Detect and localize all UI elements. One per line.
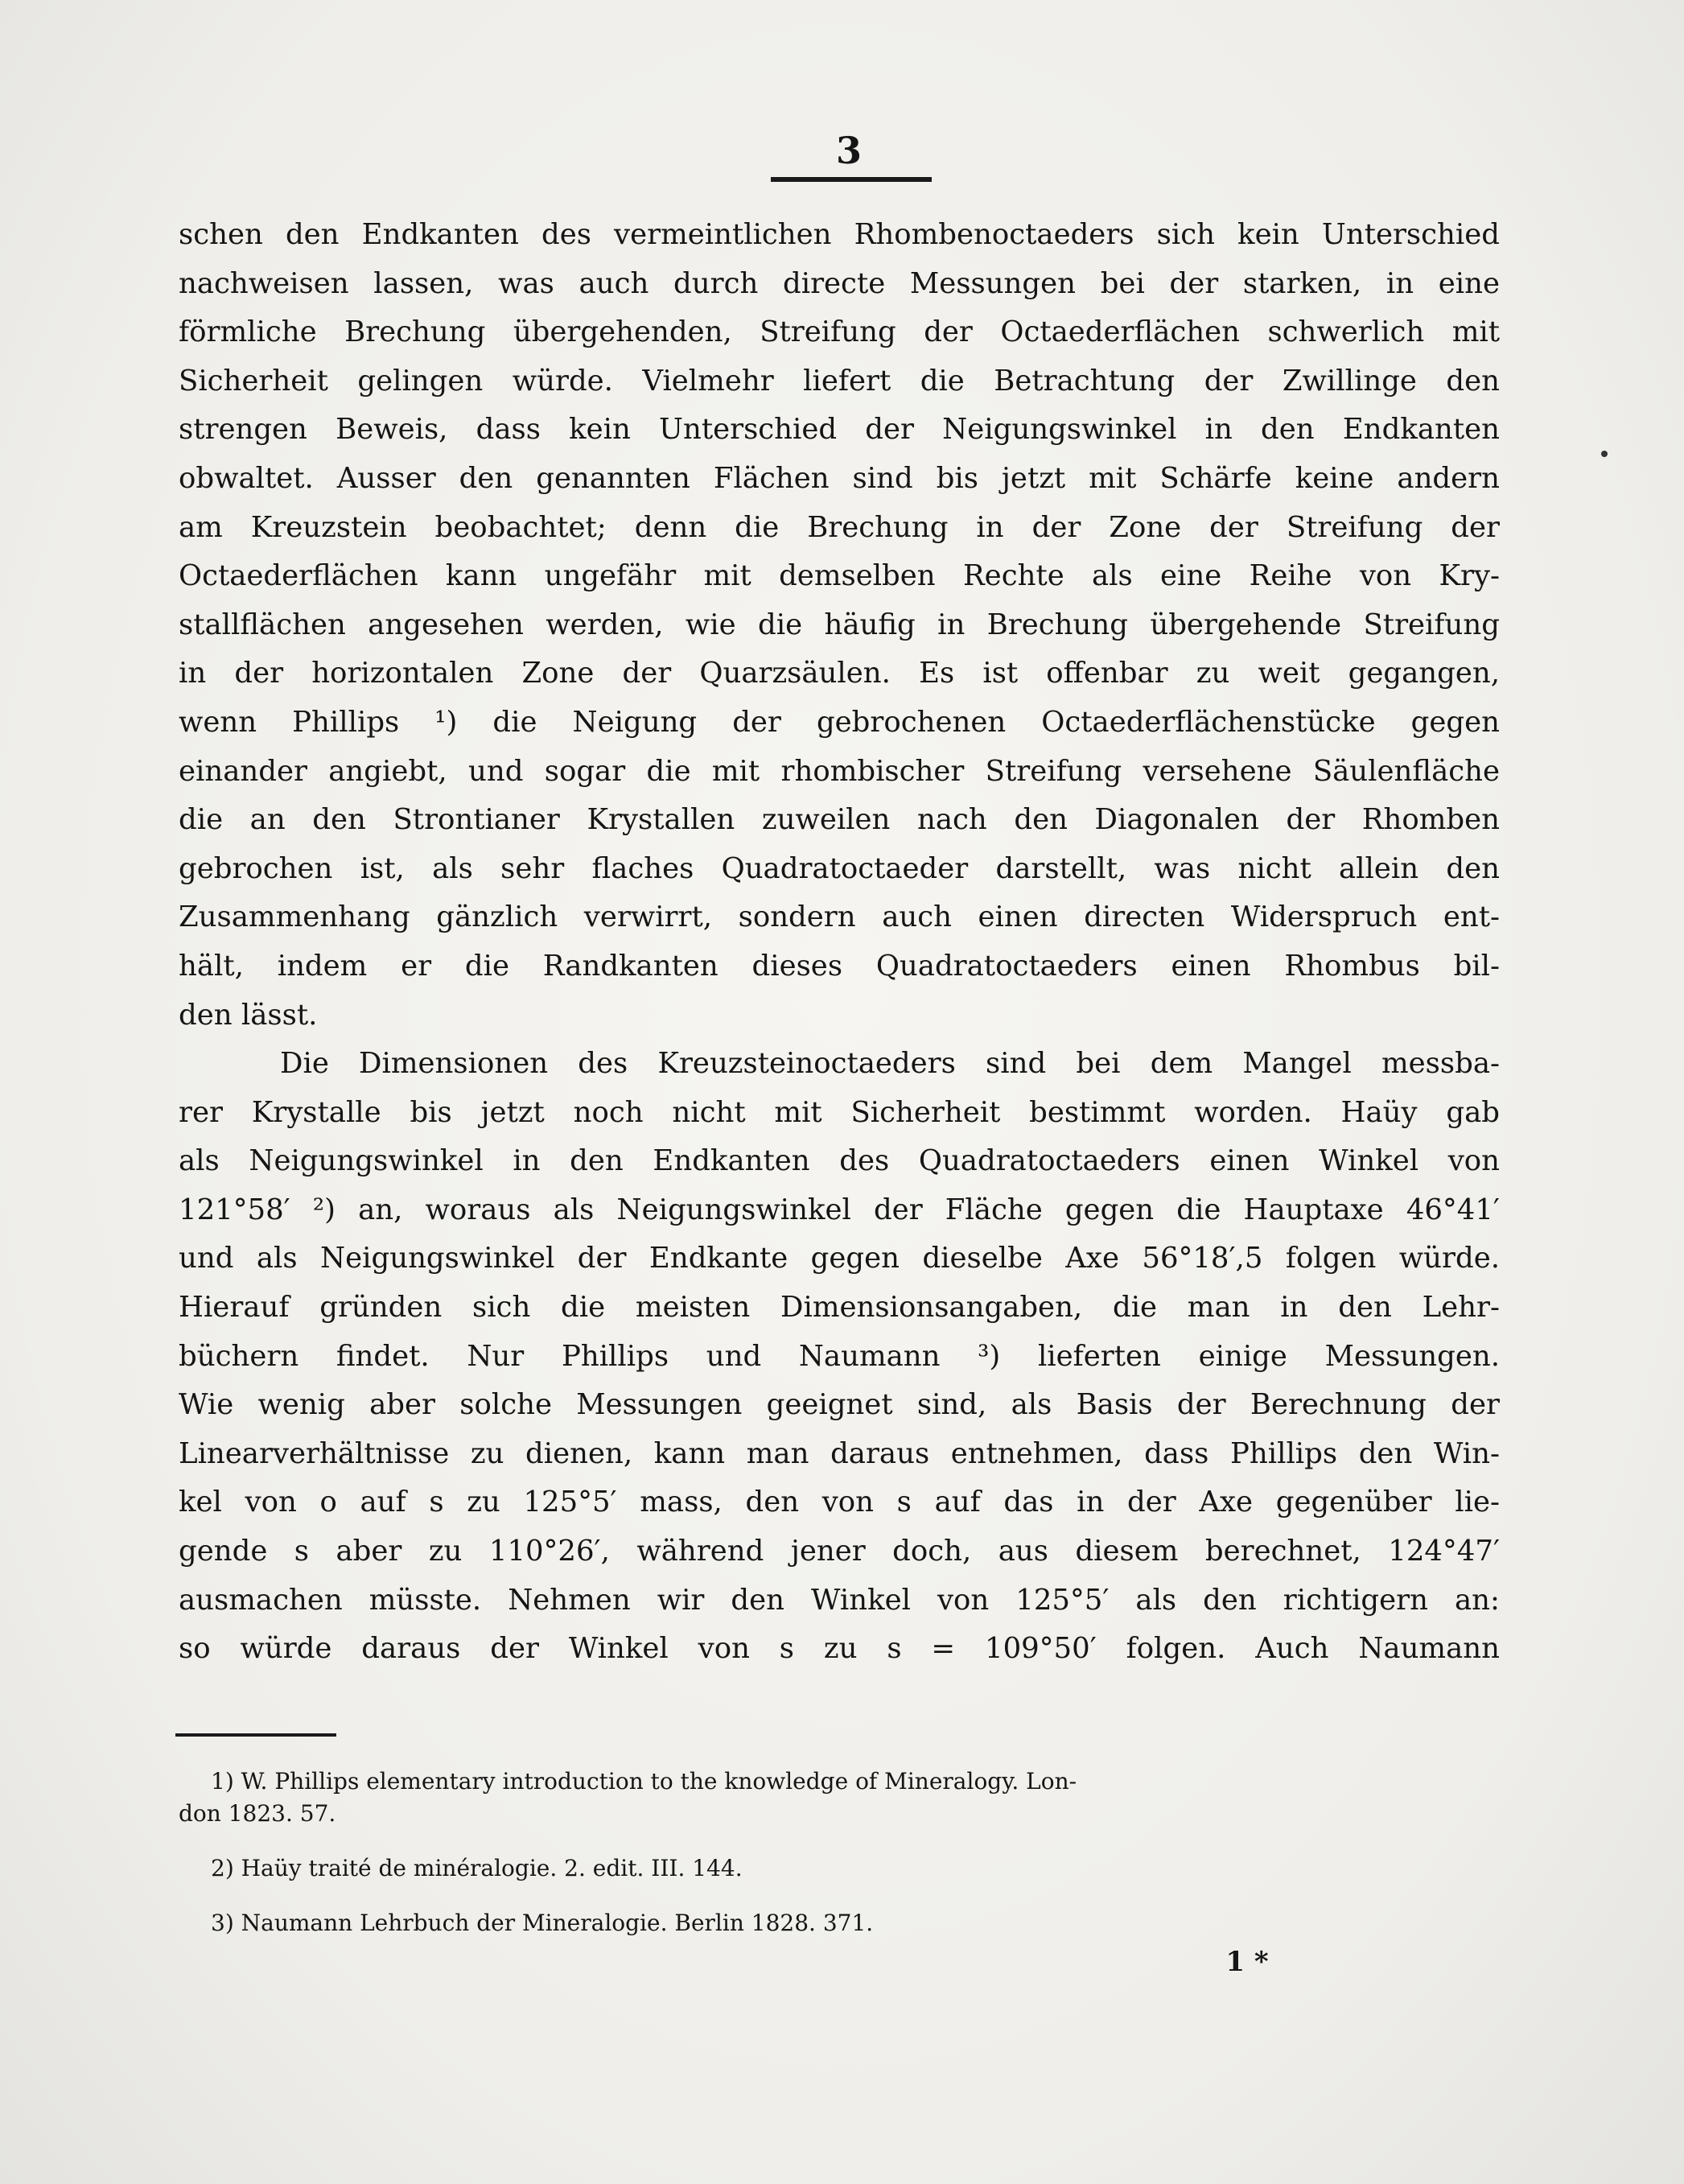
header-rule bbox=[771, 177, 932, 182]
text-line: wenn Phillips ¹) die Neigung der gebrochenen Octaederflächenstücke gegen bbox=[179, 705, 1500, 739]
text-line: einander angiebt, und sogar die mit rhombischer Streifung versehene Säulenfläche bbox=[179, 754, 1500, 788]
footnote-3: 3) Naumann Lehrbuch der Mineralogie. Berlin 1828. 371. bbox=[211, 1910, 874, 1936]
text-line: förmliche Brechung übergehenden, Streifung der Octaederflächen schwerlich mit bbox=[179, 315, 1500, 349]
text-line: nachweisen lassen, was auch durch directe Messungen bei der starken, in eine bbox=[179, 266, 1500, 300]
text-line: als Neigungswinkel in den Endkanten des Quadratoctaeders einen Winkel von bbox=[179, 1144, 1500, 1178]
text-line: gebrochen ist, als sehr flaches Quadratoctaeder darstellt, was nicht allein den bbox=[179, 851, 1500, 885]
text-line: ausmachen müsste. Nehmen wir den Winkel von 125°5′ als den richtigern an: bbox=[179, 1583, 1500, 1617]
footnote-rule bbox=[175, 1733, 336, 1737]
text-line: Linearverhältnisse zu dienen, kann man daraus entnehmen, dass Phillips den Win- bbox=[179, 1436, 1500, 1470]
footnotes bbox=[179, 1766, 1498, 1939]
footnote-spacer bbox=[211, 1830, 1498, 1852]
page-number: 3 bbox=[835, 129, 862, 172]
text-line: hält, indem er die Randkanten dieses Quadratoctaeders einen Rhombus bil- bbox=[179, 949, 1500, 983]
text-line: obwaltet. Ausser den genannten Flächen sind bis jetzt mit Schärfe keine andern bbox=[179, 461, 1500, 495]
footnote-2: 2) Haüy traité de minéralogie. 2. edit. III. 144. bbox=[211, 1855, 743, 1881]
footnote-1: 1) W. Phillips elementary introduction to the knowledge of Mineralogy. Lon- bbox=[211, 1768, 1077, 1795]
signature-mark: 1 * bbox=[1225, 1946, 1269, 1978]
footnote-1-continued: don 1823. 57. bbox=[179, 1800, 336, 1827]
text-line: kel von o auf s zu 125°5′ mass, den von s auf das in der Axe gegenüber lie- bbox=[179, 1486, 1500, 1519]
ink-speck bbox=[1601, 451, 1608, 457]
text-line: stallflächen angesehen werden, wie die häufig in Brechung übergehende Streifung bbox=[179, 608, 1500, 641]
text-line: Octaederflächen kann ungefähr mit demselben Rechte als eine Reihe von Kry- bbox=[179, 559, 1500, 593]
text-line: Hierauf gründen sich die meisten Dimensionsangaben, die man in den Lehr- bbox=[179, 1291, 1500, 1325]
text-line: strengen Beweis, dass kein Unterschied der Neigungswinkel in den Endkanten bbox=[179, 413, 1500, 447]
body-text bbox=[179, 211, 1500, 1674]
text-line: 121°58′ ²) an, woraus als Neigungswinkel der Fläche gegen die Hauptaxe 46°41′ bbox=[179, 1193, 1500, 1226]
text-line: schen den Endkanten des vermeintlichen Rhombenoctaeders sich kein Unterschied bbox=[179, 218, 1500, 251]
text-line: die an den Strontianer Krystallen zuweilen nach den Diagonalen der Rhomben bbox=[179, 803, 1500, 837]
text-line: büchern findet. Nur Phillips und Naumann ³) lieferten einige Messungen. bbox=[179, 1339, 1500, 1373]
text-line: den lässt. bbox=[179, 998, 318, 1032]
text-line: Wie wenig aber solche Messungen geeignet sind, als Basis der Berechnung der bbox=[179, 1388, 1500, 1422]
text-line: rer Krystalle bis jetzt noch nicht mit Sicherheit bestimmt worden. Haüy gab bbox=[179, 1095, 1500, 1129]
text-line: und als Neigungswinkel der Endkante gegen dieselbe Axe 56°18′,5 folgen würde. bbox=[179, 1242, 1500, 1275]
text-line: Zusammenhang gänzlich verwirrt, sondern auch einen directen Widerspruch ent- bbox=[179, 900, 1500, 934]
text-line: so würde daraus der Winkel von s zu s = 109°50′ folgen. Auch Naumann bbox=[179, 1632, 1500, 1666]
text-line: gende s aber zu 110°26′, während jener doch, aus diesem berechnet, 124°47′ bbox=[179, 1535, 1500, 1568]
text-line: am Kreuzstein beobachtet; denn die Brechung in der Zone der Streifung der bbox=[179, 510, 1500, 544]
text-line: Sicherheit gelingen würde. Vielmehr liefert die Betrachtung der Zwillinge den bbox=[179, 364, 1500, 398]
text-line: in der horizontalen Zone der Quarzsäulen. Es ist offenbar zu weit gegangen, bbox=[179, 657, 1500, 690]
text-line: Die Dimensionen des Kreuzsteinoctaeders sind bei dem Mangel messba- bbox=[280, 1047, 1500, 1081]
footnote-spacer bbox=[211, 1885, 1498, 1907]
